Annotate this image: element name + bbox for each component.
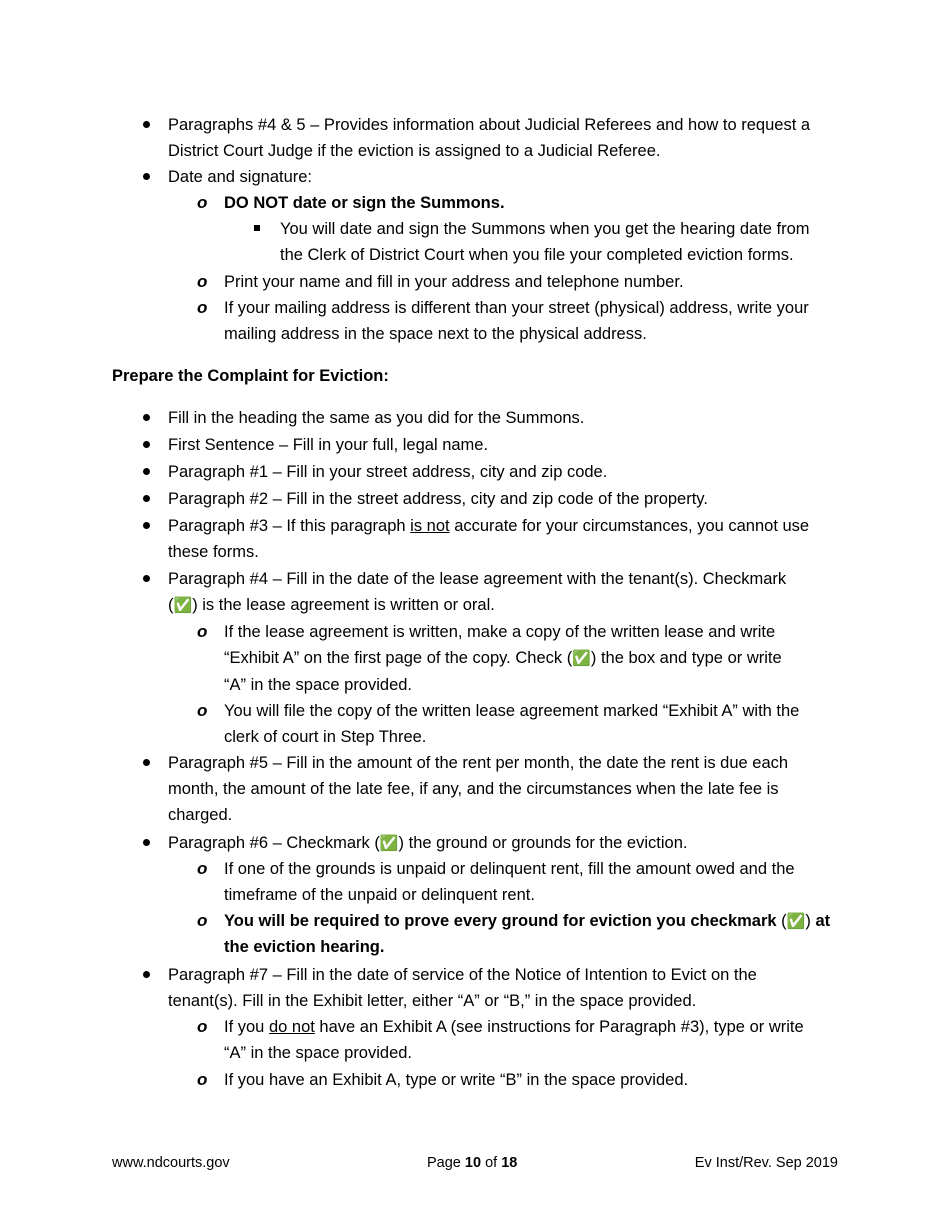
paragraph-4-sub1-line-1: If the lease agreement is written, make a copy of the written lease and write (224, 623, 776, 641)
sub-bullet: o (197, 272, 208, 291)
paragraph-6-line (168, 830, 687, 857)
paragraph-3-underlined: is not (410, 517, 450, 535)
first-sentence-item: First Sentence – Fill in your full, legal name. (168, 436, 489, 454)
paragraph-4-sub2-line-2: clerk of court in Step Three. (224, 728, 427, 746)
paragraph-4-paren: ( (168, 596, 174, 614)
square-bullet (254, 225, 260, 231)
mailing-address-line-2: mailing address in the space next to the physical address. (224, 325, 647, 343)
bullet-point (143, 575, 150, 582)
paragraph-7-sub1-text-a: If you (224, 1018, 269, 1036)
checkmark-icon: ✅ (173, 597, 193, 614)
paragraph-3-text-b: accurate for your circumstances, you cannot use (449, 517, 810, 535)
paragraph-2-item: Paragraph #2 – Fill in the street address, city and zip code of the property. (168, 490, 708, 508)
sub-bullet: o (197, 1017, 208, 1036)
mailing-address-line-1: If your mailing address is different than your street (physical) address, write your (224, 299, 809, 317)
bullet-point (143, 173, 150, 180)
paragraph-4-line-1: Paragraph #4 – Fill in the date of the lease agreement with the tenant(s). Checkmark (168, 570, 787, 588)
complaint-section-heading: Prepare the Complaint for Eviction: (112, 367, 389, 385)
bullet-point (143, 495, 150, 502)
paragraph-3-text-a: Paragraph #3 – If this paragraph (168, 517, 411, 535)
paragraph-6-sub2-paren-close: ) (805, 912, 811, 930)
paragraph-7-sub2: If you have an Exhibit A, type or write “B” in the space provided. (224, 1071, 689, 1089)
paragraph-7-line-1: Paragraph #7 – Fill in the date of service of the Notice of Intention to Evict on the (168, 966, 757, 984)
checkmark-icon: ✅ (572, 650, 591, 667)
paragraph-3-line-1 (168, 513, 809, 539)
footer-page-word: Page (427, 1155, 461, 1171)
paragraph-4-sub1-text-a: “Exhibit A” on the first page of the copy. Check ( (224, 649, 573, 667)
sub-bullet: o (197, 622, 208, 641)
will-date-line-2: the Clerk of District Court when you file your completed eviction forms. (280, 246, 794, 264)
paragraph-5-line-1: Paragraph #5 – Fill in the amount of the rent per month, the date the rent is due each (168, 754, 789, 772)
paragraph-5-line-3: charged. (168, 806, 233, 824)
paragraph-7-line-2: tenant(s). Fill in the Exhibit letter, either “A” or “B,” in the space provided. (168, 992, 697, 1010)
paragraph-6-sub2-text-b: at (810, 912, 831, 930)
paragraph-4-sub1-line-2 (224, 645, 782, 672)
sub-bullet: o (197, 911, 208, 930)
footer-page-current: 10 (464, 1155, 482, 1171)
paragraph-4-line-2-text: ) is the lease agreement is written or oral. (192, 596, 495, 614)
do-not-sign-warning: DO NOT date or sign the Summons. (224, 194, 505, 212)
paragraph-4-5-line-1: Paragraphs #4 & 5 – Provides information about Judicial Referees and how to request a (168, 116, 811, 134)
heading-same-item: Fill in the heading the same as you did for the Summons. (168, 409, 585, 427)
footer-revision: Ev Inst/Rev. Sep 2019 (694, 1155, 838, 1171)
paragraph-6-sub2-line-1 (224, 908, 830, 935)
footer-website-link[interactable]: www.ndcourts.gov (112, 1155, 230, 1171)
paragraph-1-item: Paragraph #1 – Fill in your street address, city and zip code. (168, 463, 608, 481)
bullet-point (143, 468, 150, 475)
paragraph-7-sub1-text-b: have an Exhibit A (see instructions for Paragraph #3), type or write (314, 1018, 804, 1036)
paragraph-7-sub1-underlined: do not (268, 1018, 315, 1036)
sub-bullet: o (197, 193, 208, 212)
bullet-point (143, 971, 150, 978)
print-name-item: Print your name and fill in your address and telephone number. (224, 273, 684, 291)
paragraph-4-line-2 (168, 592, 495, 619)
paragraph-6-sub2-text-a: You will be required to prove every ground for eviction you checkmark (224, 912, 782, 930)
will-date-line-1: You will date and sign the Summons when you get the hearing date from (280, 220, 810, 238)
paragraph-6-sub1-line-2: timeframe of the unpaid or delinquent rent. (224, 886, 535, 904)
paragraph-6-sub2-line-2: the eviction hearing. (224, 938, 385, 956)
footer-page-number (427, 1152, 517, 1174)
paragraph-4-sub1-text-b: ) the box and type or write (590, 649, 782, 667)
sub-bullet: o (197, 1070, 208, 1089)
date-signature-item: Date and signature: (168, 168, 313, 186)
paragraph-6-text-b: ) the ground or grounds for the eviction. (398, 834, 688, 852)
bullet-point (143, 441, 150, 448)
footer-page-total: 18 (501, 1155, 518, 1171)
paragraph-4-sub2-line-1: You will file the copy of the written lease agreement marked “Exhibit A” with the (224, 702, 800, 720)
paragraph-7-sub1-line-2: “A” in the space provided. (224, 1044, 413, 1062)
bullet-point (143, 839, 150, 846)
paragraph-6-sub2-paren-open: ( (781, 912, 787, 930)
checkmark-icon: ✅ (379, 835, 399, 852)
paragraph-4-sub1-line-3: “A” in the space provided. (224, 676, 413, 694)
paragraph-6-sub1-line-1: If one of the grounds is unpaid or delinquent rent, fill the amount owed and the (224, 860, 795, 878)
checkmark-icon: ✅ (786, 913, 806, 930)
sub-bullet: o (197, 859, 208, 878)
bullet-point (143, 759, 150, 766)
paragraph-7-sub1-line-1 (224, 1014, 804, 1040)
bullet-point (143, 414, 150, 421)
paragraph-4-5-line-2: District Court Judge if the eviction is assigned to a Judicial Referee. (168, 142, 661, 160)
paragraph-5-line-2: month, the amount of the late fee, if any, and the circumstances when the late fee is (168, 780, 779, 798)
sub-bullet: o (197, 298, 208, 317)
bullet-point (143, 522, 150, 529)
footer-of-word: of (485, 1155, 498, 1171)
paragraph-3-line-2: these forms. (168, 543, 259, 561)
sub-bullet: o (197, 701, 208, 720)
paragraph-6-text-a: Paragraph #6 – Checkmark ( (168, 834, 380, 852)
bullet-point (143, 121, 150, 128)
